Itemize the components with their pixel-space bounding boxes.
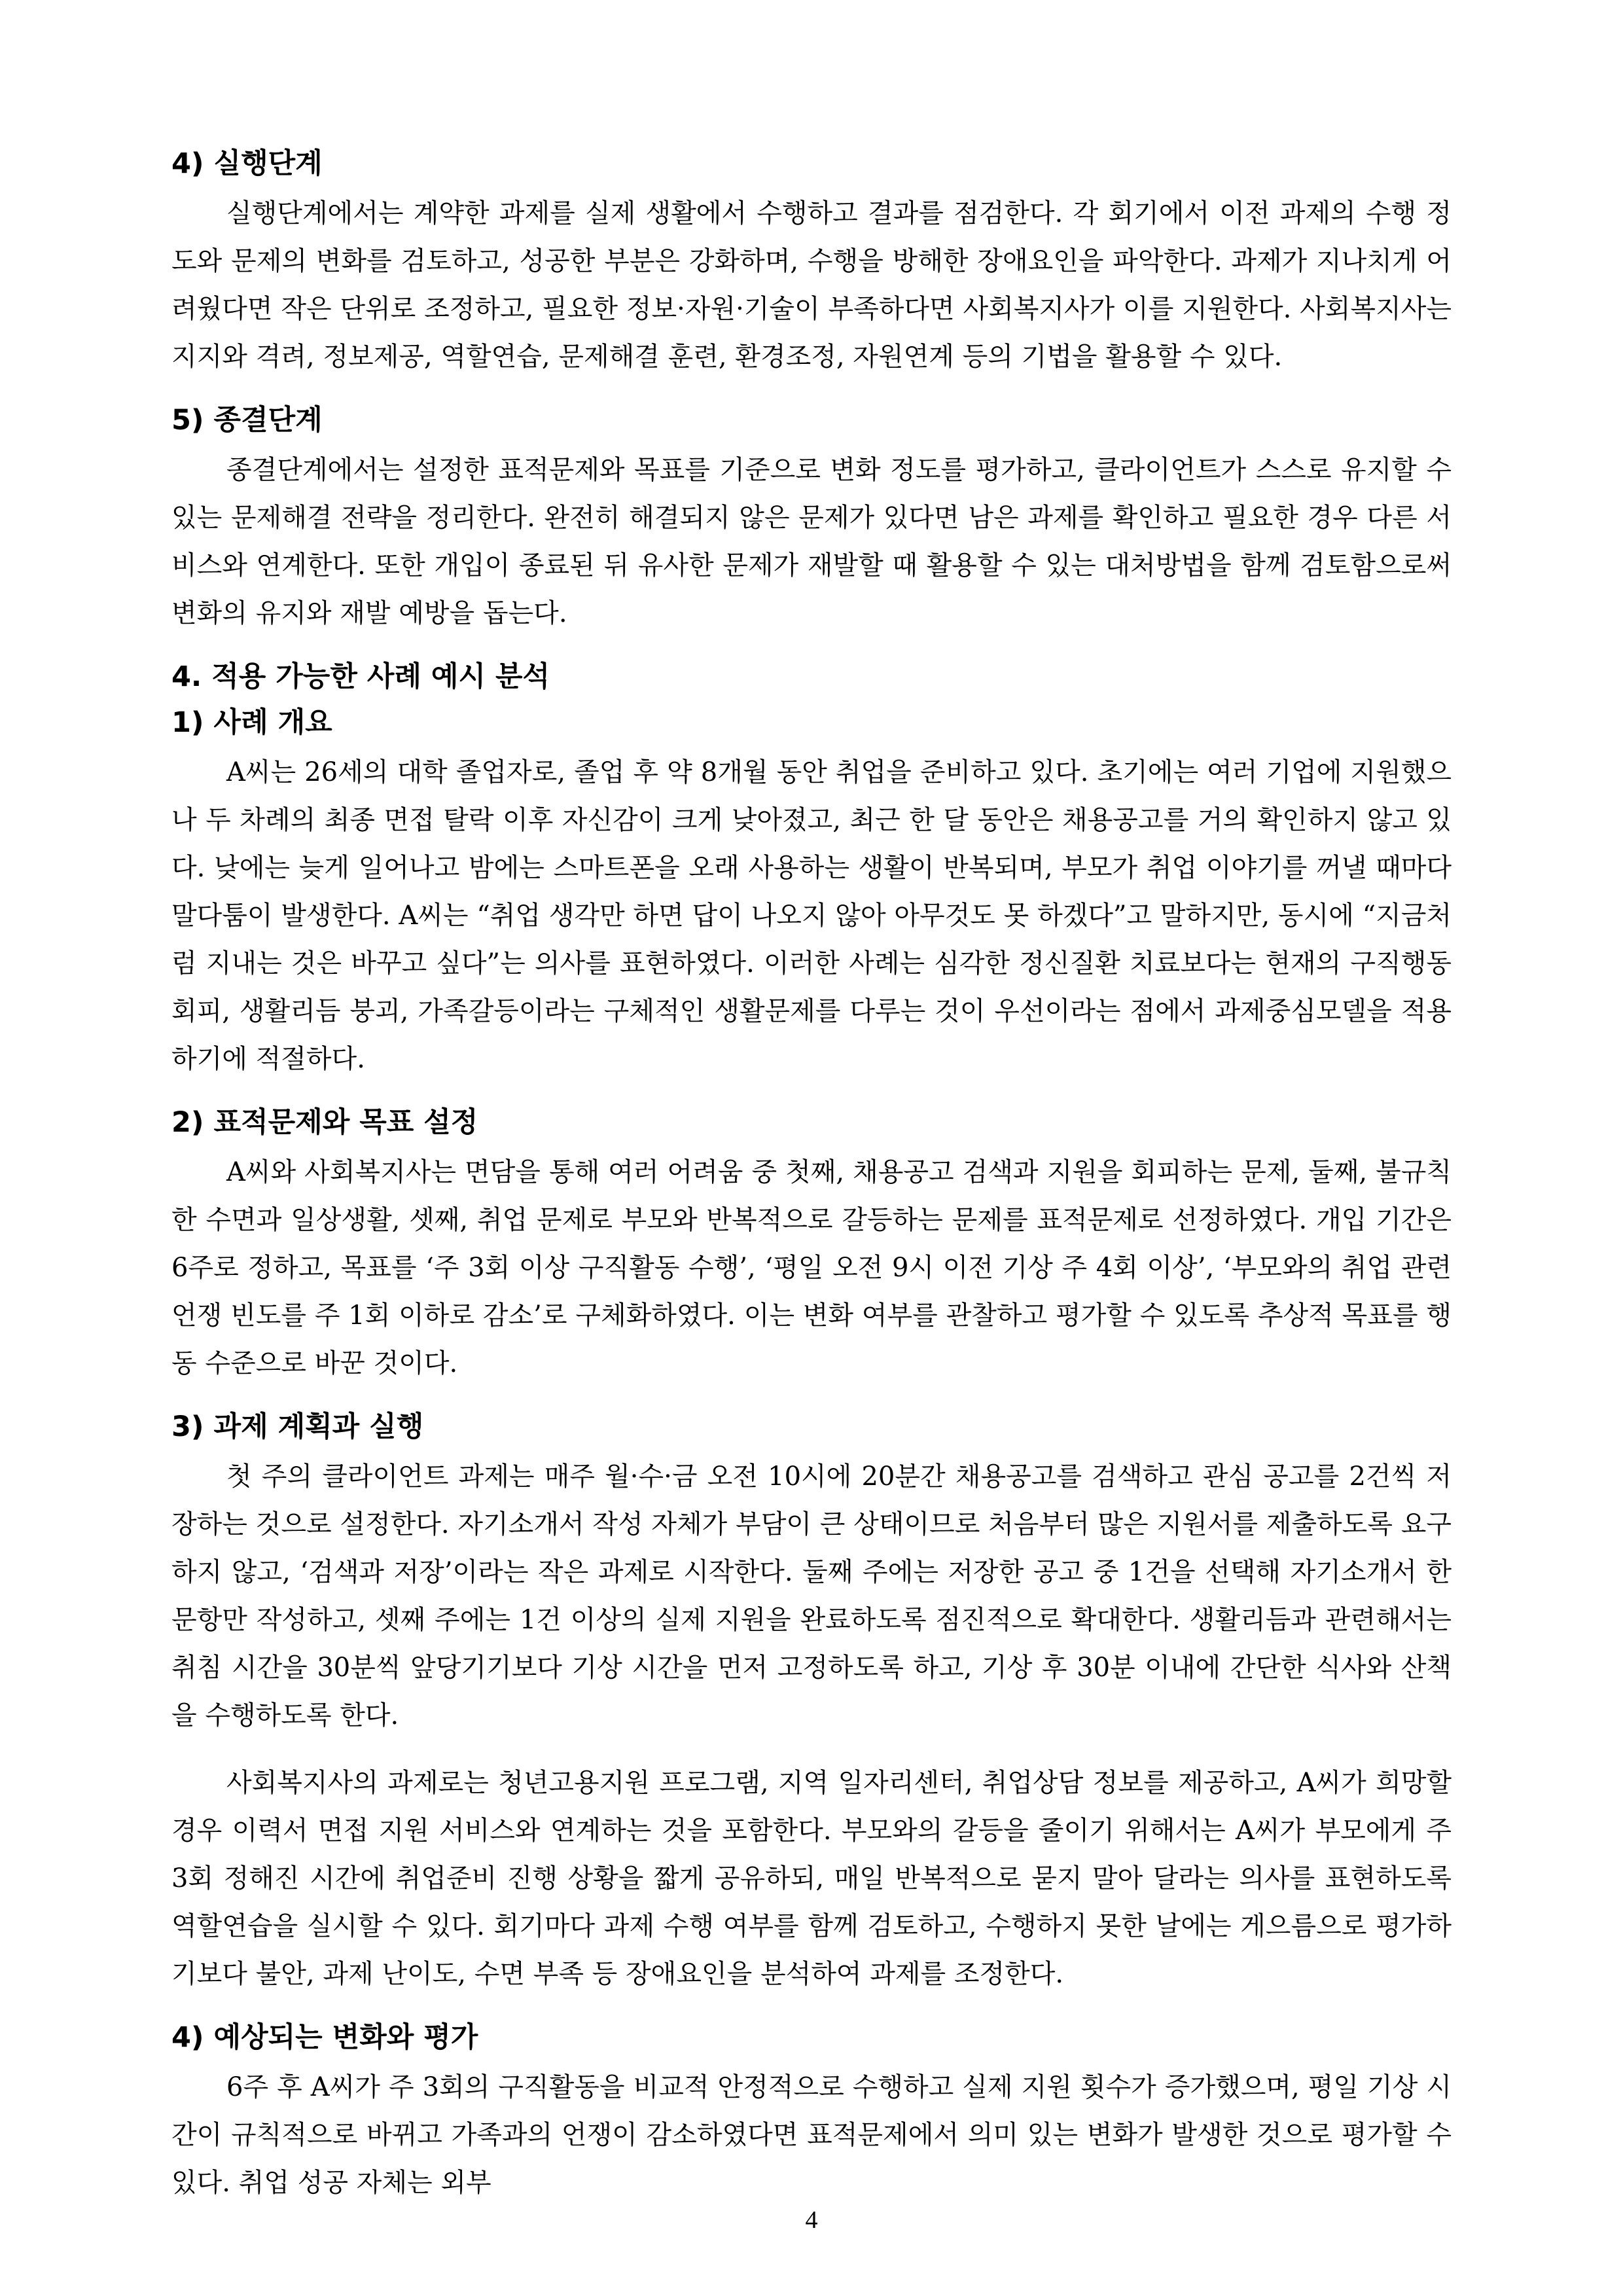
paragraph: 첫 주의 클라이언트 과제는 매주 월·수·금 오전 10시에 20분간 채용공고를 검색하고 관심 공고를 2건씩 저장하는 것으로 설정한다. 자기소개서 작성 자체가 부담이 큰 상태이므로 처음부터 많은 지원서를 제출하도록 요구하지 않고, ‘검색과 저장’이라는 작은 과제로 시작한다. 둘째 주에는 저장한 공고 중 1건을 선택해 자기소개서 한 문항만 작성하고, 셋째 주에는 1건 이상의 실제 지원을 완료하도록 점진적으로 확대한다. 생활리듬과 관련해서는 취침 시간을 30분씩 앞당기기보다 기상 시간을 먼저 고정하도록 하고, 기상 후 30분 이내에 간단한 식사와 산책을 수행하도록 한다. xyxy=(171,1462,1452,1731)
document-page xyxy=(171,144,1452,2227)
paragraph: 종결단계에서는 설정한 표적문제와 목표를 기준으로 변화 정도를 평가하고, 클라이언트가 스스로 유지할 수 있는 문제해결 전략을 정리한다. 완전히 해결되지 않은 문제가 있다면 남은 과제를 확인하고 필요한 경우 다른 서비스와 연계한다. 또한 개입이 종료된 뒤 유사한 문제가 재발할 때 활용할 수 있는 대처방법을 함께 검토함으로써 변화의 유지와 재발 예방을 돕는다. xyxy=(171,455,1452,628)
paragraph: 사회복지사의 과제로는 청년고용지원 프로그램, 지역 일자리센터, 취업상담 정보를 제공하고, A씨가 희망할 경우 이력서 면접 지원 서비스와 연계하는 것을 포함한다. 부모와의 갈등을 줄이기 위해서는 A씨가 부모에게 주 3회 정해진 시간에 취업준비 진행 상황을 짧게 공유하되, 매일 반복적으로 묻지 말아 달라는 의사를 표현하도록 역할연습을 실시할 수 있다. 회기마다 과제 수행 여부를 함께 검토하고, 수행하지 못한 날에는 게으름으로 평가하기보다 불안, 과제 난이도, 수면 부족 등 장애요인을 분석하여 과제를 조정한다. xyxy=(171,1768,1452,1989)
section-heading: 3) 과제 계획과 실행 xyxy=(171,1410,424,1443)
section-heading: 4) 실행단계 xyxy=(171,147,323,180)
section-execution xyxy=(171,144,1452,381)
section-case-analysis xyxy=(171,657,1452,696)
section-termination xyxy=(171,401,1452,637)
section-heading: 2) 표적문제와 목표 설정 xyxy=(171,1106,478,1139)
section-heading: 5) 종결단계 xyxy=(171,404,323,437)
section-heading: 4. 적용 가능한 사례 예시 분석 xyxy=(171,660,550,693)
section-task-planning xyxy=(171,1407,1452,1998)
section-heading: 4) 예상되는 변화와 평가 xyxy=(171,2021,478,2054)
paragraph: 실행단계에서는 계약한 과제를 실제 생활에서 수행하고 결과를 점검한다. 각 회기에서 이전 과제의 수행 정도와 문제의 변화를 검토하고, 성공한 부분은 강화하며, 수행을 방해한 장애요인을 파악한다. 과제가 지나치게 어려웠다면 작은 단위로 조정하고, 필요한 정보·자원·기술이 부족하다면 사회복지사가 이를 지원한다. 사회복지사는 지지와 격려, 정보제공, 역할연습, 문제해결 훈련, 환경조정, 자원연계 등의 기법을 활용할 수 있다. xyxy=(171,198,1452,372)
page-number: 4 xyxy=(805,2206,818,2234)
paragraph: 6주 후 A씨가 주 3회의 구직활동을 비교적 안정적으로 수행하고 실제 지원 횟수가 증가했으며, 평일 기상 시간이 규칙적으로 바뀌고 가족과의 언쟁이 감소하였다면 표적문제에서 의미 있는 변화가 발생한 것으로 평가할 수 있다. 취업 성공 자체는 외부 xyxy=(171,2072,1452,2198)
section-expected-change xyxy=(171,2018,1452,2207)
section-target-problem xyxy=(171,1103,1452,1388)
paragraph: A씨와 사회복지사는 면담을 통해 여러 어려움 중 첫째, 채용공고 검색과 지원을 회피하는 문제, 둘째, 불규칙한 수면과 일상생활, 셋째, 취업 문제로 부모와 반복적으로 갈등하는 문제를 표적문제로 선정하였다. 개입 기간은 6주로 정하고, 목표를 ‘주 3회 이상 구직활동 수행’, ‘평일 오전 9시 이전 기상 주 4회 이상’, ‘부모와의 취업 관련 언쟁 빈도를 주 1회 이하로 감소’로 구체화하였다. 이는 변화 여부를 관찰하고 평가할 수 있도록 추상적 목표를 행동 수준으로 바꾼 것이다. xyxy=(171,1157,1452,1378)
paragraph: A씨는 26세의 대학 졸업자로, 졸업 후 약 8개월 동안 취업을 준비하고 있다. 초기에는 여러 기업에 지원했으나 두 차례의 최종 면접 탈락 이후 자신감이 크게 낮아졌고, 최근 한 달 동안은 채용공고를 거의 확인하지 않고 있다. 낮에는 늦게 일어나고 밤에는 스마트폰을 오래 사용하는 생활이 반복되며, 부모가 취업 이야기를 꺼낼 때마다 말다툼이 발생한다. A씨는 “취업 생각만 하면 답이 나오지 않아 아무것도 못 하겠다”고 말하지만, 동시에 “지금처럼 지내는 것은 바꾸고 싶다”는 의사를 표현하였다. 이러한 사례는 심각한 정신질환 치료보다는 현재의 구직행동 회피, 생활리듬 붕괴, 가족갈등이라는 구체적인 생활문제를 다루는 것이 우선이라는 점에서 과제중심모델을 적용하기에 적절하다. xyxy=(171,757,1452,1074)
section-case-overview xyxy=(171,703,1452,1083)
section-heading: 1) 사례 개요 xyxy=(171,706,332,739)
